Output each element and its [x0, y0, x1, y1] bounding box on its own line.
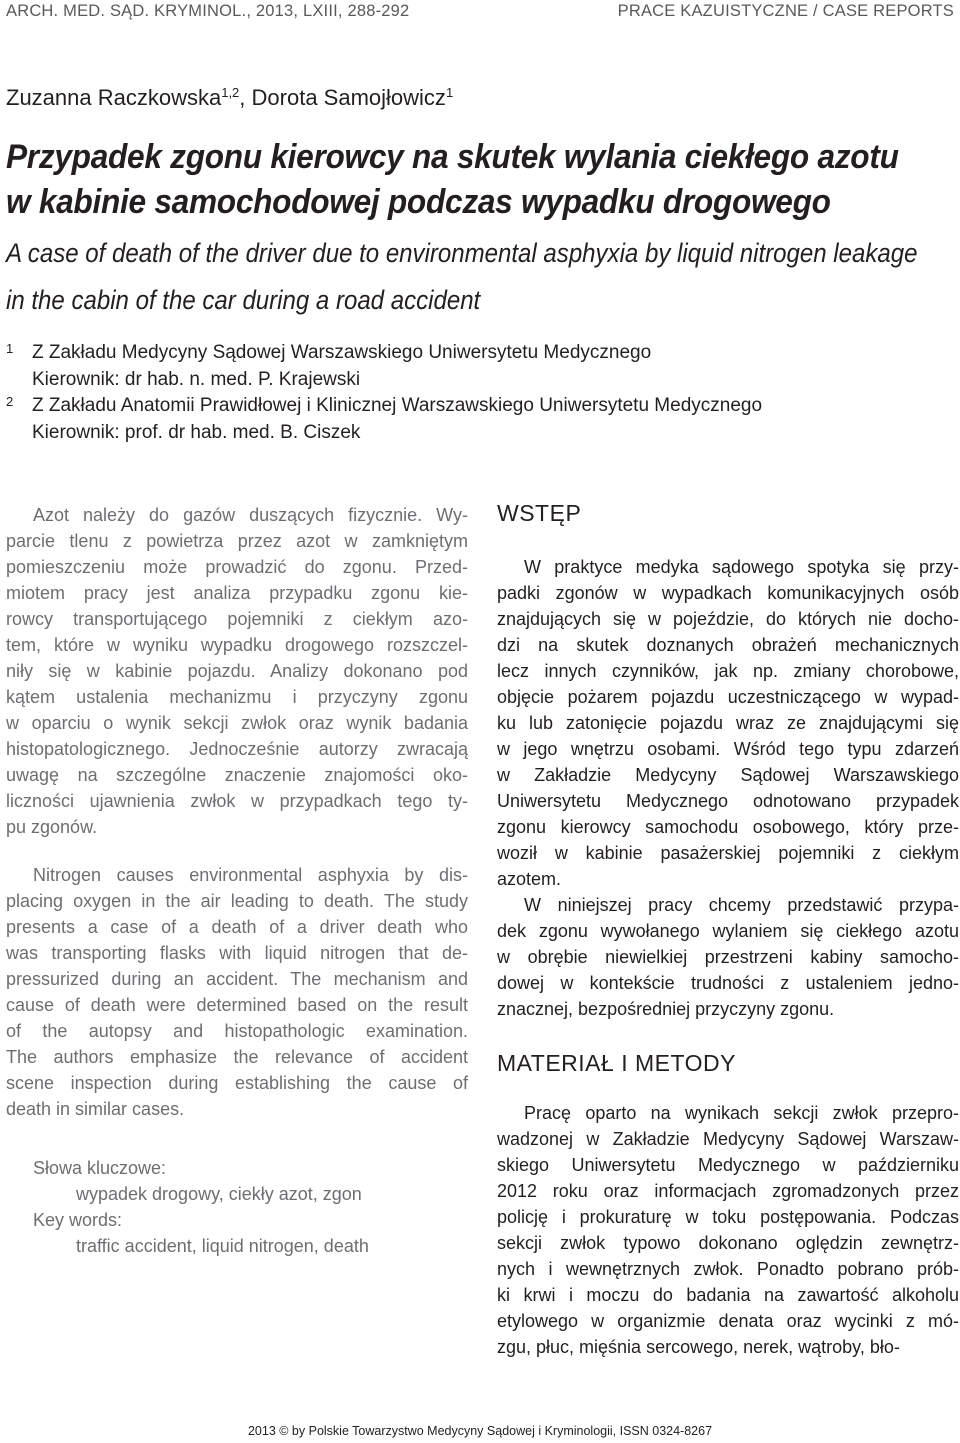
affiliation: [6, 393, 946, 446]
author-affiliation-marker: 1,2: [221, 85, 240, 100]
author-list: [6, 84, 453, 112]
text-line: wadzonej w Zakładzie Medycyny Sądowej Warszaw-: [497, 1129, 959, 1149]
title-line: in the cabin of the car during a road accident: [6, 285, 481, 315]
text-line: dowej w kontekście trudności z ustaleniem jedno-: [497, 973, 959, 993]
keywords: [33, 1155, 463, 1259]
text-line: zgu, płuc, mięśnia sercowego, nerek, wątroby, bło-: [497, 1337, 900, 1357]
keywords-en-value: traffic accident, liquid nitrogen, death: [76, 1236, 369, 1256]
affiliation-number: 1: [6, 341, 14, 356]
title-polish: [6, 135, 899, 225]
affiliation-line: Kierownik: dr hab. n. med. P. Krajewski: [32, 368, 361, 390]
text-line: pomieszczeniu może prowadzić do zgonu. Przed-: [6, 557, 468, 577]
text-line: policję i prokuraturę w toku postępowania. Podczas: [497, 1207, 959, 1227]
text-line: liczności ujawnienia zwłok w przypadkach tego ty-: [6, 791, 468, 811]
text-line: death in similar cases.: [6, 1099, 185, 1119]
abstract: [6, 502, 468, 1122]
affiliation-line: Z Zakładu Medycyny Sądowej Warszawskiego Uniwersytetu Medycznego: [32, 342, 652, 363]
body-column: [497, 498, 959, 1360]
affiliation-number: 2: [6, 394, 14, 409]
text-line: w jego wnętrzu osobami. Wśród tego typu zdarzeń: [497, 739, 959, 759]
copyright-footer: 2013 © by Polskie Towarzystwo Medycyny Sądowej i Kryminologii, ISSN 0324-8267: [247, 1424, 713, 1438]
running-head: [6, 0, 954, 22]
text-line: pu zgonów.: [6, 817, 98, 837]
text-line: Nitrogen causes environmental asphyxia by dis-: [33, 865, 468, 885]
text-line: pressurized during an accident. The mechanism and: [6, 969, 468, 989]
author-affiliation-marker: 1: [445, 85, 454, 100]
text-line: 2012 roku oraz informacjach zgromadzonych przez: [497, 1181, 959, 1201]
text-line: tem, które w wyniku wypadku drogowego rozszczel-: [6, 635, 468, 655]
text-line: Pracę oparto na wynikach sekcji zwłok przepro-: [524, 1103, 959, 1123]
text-line: lecz innych czynników, jak np. zmiany chorobowe,: [497, 661, 959, 681]
affiliation-line: Kierownik: prof. dr hab. med. B. Ciszek: [32, 421, 361, 443]
section-heading-introduction: WSTĘP: [497, 500, 582, 526]
text-line: znacznej, bezpośredniej przyczyny zgonu.: [497, 999, 835, 1019]
text-line: w oparciu o wynik sekcji zwłok oraz wynik badania: [6, 713, 468, 733]
affiliation: [6, 340, 946, 393]
title-line: A case of death of the driver due to environmental asphyxia by liquid nitrogen leakage: [6, 238, 918, 268]
text-line: w Zakładzie Medycyny Sądowej Warszawskiego: [497, 765, 959, 785]
text-line: ku lub zatonięcie pojazdu wraz ze znajdującymi się: [497, 713, 959, 733]
text-line: dek zgonu wywołanego wylaniem się ciekłego azotu: [497, 921, 959, 941]
journal-citation: ARCH. MED. SĄD. KRYMINOL., 2013, LXIII, 288-292: [6, 2, 410, 20]
text-line: skiego Uniwersytetu Medycznego w październiku: [497, 1155, 959, 1175]
text-line: niły się w kabinie pojazdu. Analizy dokonano pod: [6, 661, 468, 681]
text-line: kątem ustalenia mechanizmu i przyczyny zgonu: [6, 687, 468, 707]
text-line: etylowego w organizmie denata oraz wycinki z mó-: [497, 1311, 959, 1331]
text-line: azotem.: [497, 869, 562, 889]
text-line: rowcy transportującego pojemniki z ciekłym azo-: [6, 609, 468, 629]
text-line: cause of death were determined based on the result: [6, 995, 468, 1015]
article-type: PRACE KAZUISTYCZNE / CASE REPORTS: [617, 2, 954, 20]
author-separator: ,: [239, 85, 252, 110]
affiliation-line: Z Zakładu Anatomii Prawidłowej i Klinicznej Warszawskiego Uniwersytetu Medycznego: [32, 395, 763, 416]
abstract-english: [6, 862, 468, 1122]
text-line: znajdujących się w pojeździe, do których nie docho-: [497, 609, 959, 629]
text-line: placing oxygen in the air leading to death. The study: [6, 891, 468, 911]
title-line: w kabinie samochodowej podczas wypadku drogowego: [6, 183, 831, 221]
text-line: Uniwersytetu Medycznego odnotowano przypadek: [497, 791, 959, 811]
text-line: sekcji zwłok typowo dokonano oględzin zewnętrz-: [497, 1233, 959, 1253]
text-line: parcie tlenu z powietrza przez azot w zamkniętym: [6, 531, 468, 551]
text-line: woził w kabinie pasażerskiej pojemniki z ciekłym: [497, 843, 959, 863]
text-line: Azot należy do gazów duszących fizycznie. Wy-: [33, 505, 468, 525]
text-line: dzi na skutek doznanych obrażeń mechanicznych: [497, 635, 959, 655]
text-line: W niniejszej pracy chcemy przedstawić przypa-: [524, 895, 959, 915]
text-line: ki krwi i moczu do badania na zawartość alkoholu: [497, 1285, 959, 1305]
title-english: [6, 230, 918, 324]
abstract-polish: [6, 502, 468, 840]
text-line: miotem pracy jest analiza przypadku zgonu kie-: [6, 583, 468, 603]
text-line: scene inspection during establishing the cause of: [6, 1073, 468, 1093]
text-line: presents a case of a death of a driver death who: [6, 917, 468, 937]
text-line: padki zgonów w wypadkach komunikacyjnych osób: [497, 583, 959, 603]
text-line: objęcie pożarem pojazdu uczestniczącego w wypad-: [497, 687, 959, 707]
affiliations: [6, 340, 946, 446]
text-line: zgonu kierowcy samochodu osobowego, który prze-: [497, 817, 959, 837]
text-line: of the autopsy and histopathologic examination.: [6, 1021, 468, 1041]
text-line: was transporting flasks with liquid nitrogen that de-: [6, 943, 468, 963]
section-heading-methods: MATERIAŁ I METODY: [497, 1050, 736, 1076]
text-line: histopatologicznego. Jednocześnie autorzy zwracają: [6, 739, 468, 759]
introduction-paragraph: [497, 554, 959, 892]
author-name: Zuzanna Raczkowska: [6, 85, 222, 110]
text-line: nych i wewnętrznych zwłok. Ponadto pobrano prób-: [497, 1259, 959, 1279]
introduction-paragraph: [497, 892, 959, 1022]
text-line: uwagę na szczególne znaczenie znajomości oko-: [6, 765, 468, 785]
keywords-pl-value: wypadek drogowy, ciekły azot, zgon: [76, 1184, 362, 1204]
text-line: w obrębie niewielkiej przestrzeni kabiny samocho-: [497, 947, 959, 967]
text-line: The authors emphasize the relevance of accident: [6, 1047, 468, 1067]
keywords-pl-label: Słowa kluczowe:: [33, 1158, 167, 1178]
title-line: Przypadek zgonu kierowcy na skutek wylania ciekłego azotu: [6, 138, 899, 176]
author-name: Dorota Samojłowicz: [251, 85, 446, 110]
text-line: W praktyce medyka sądowego spotyka się przy-: [524, 557, 959, 577]
keywords-en-label: Key words:: [33, 1210, 123, 1230]
methods-paragraph: [497, 1100, 959, 1360]
